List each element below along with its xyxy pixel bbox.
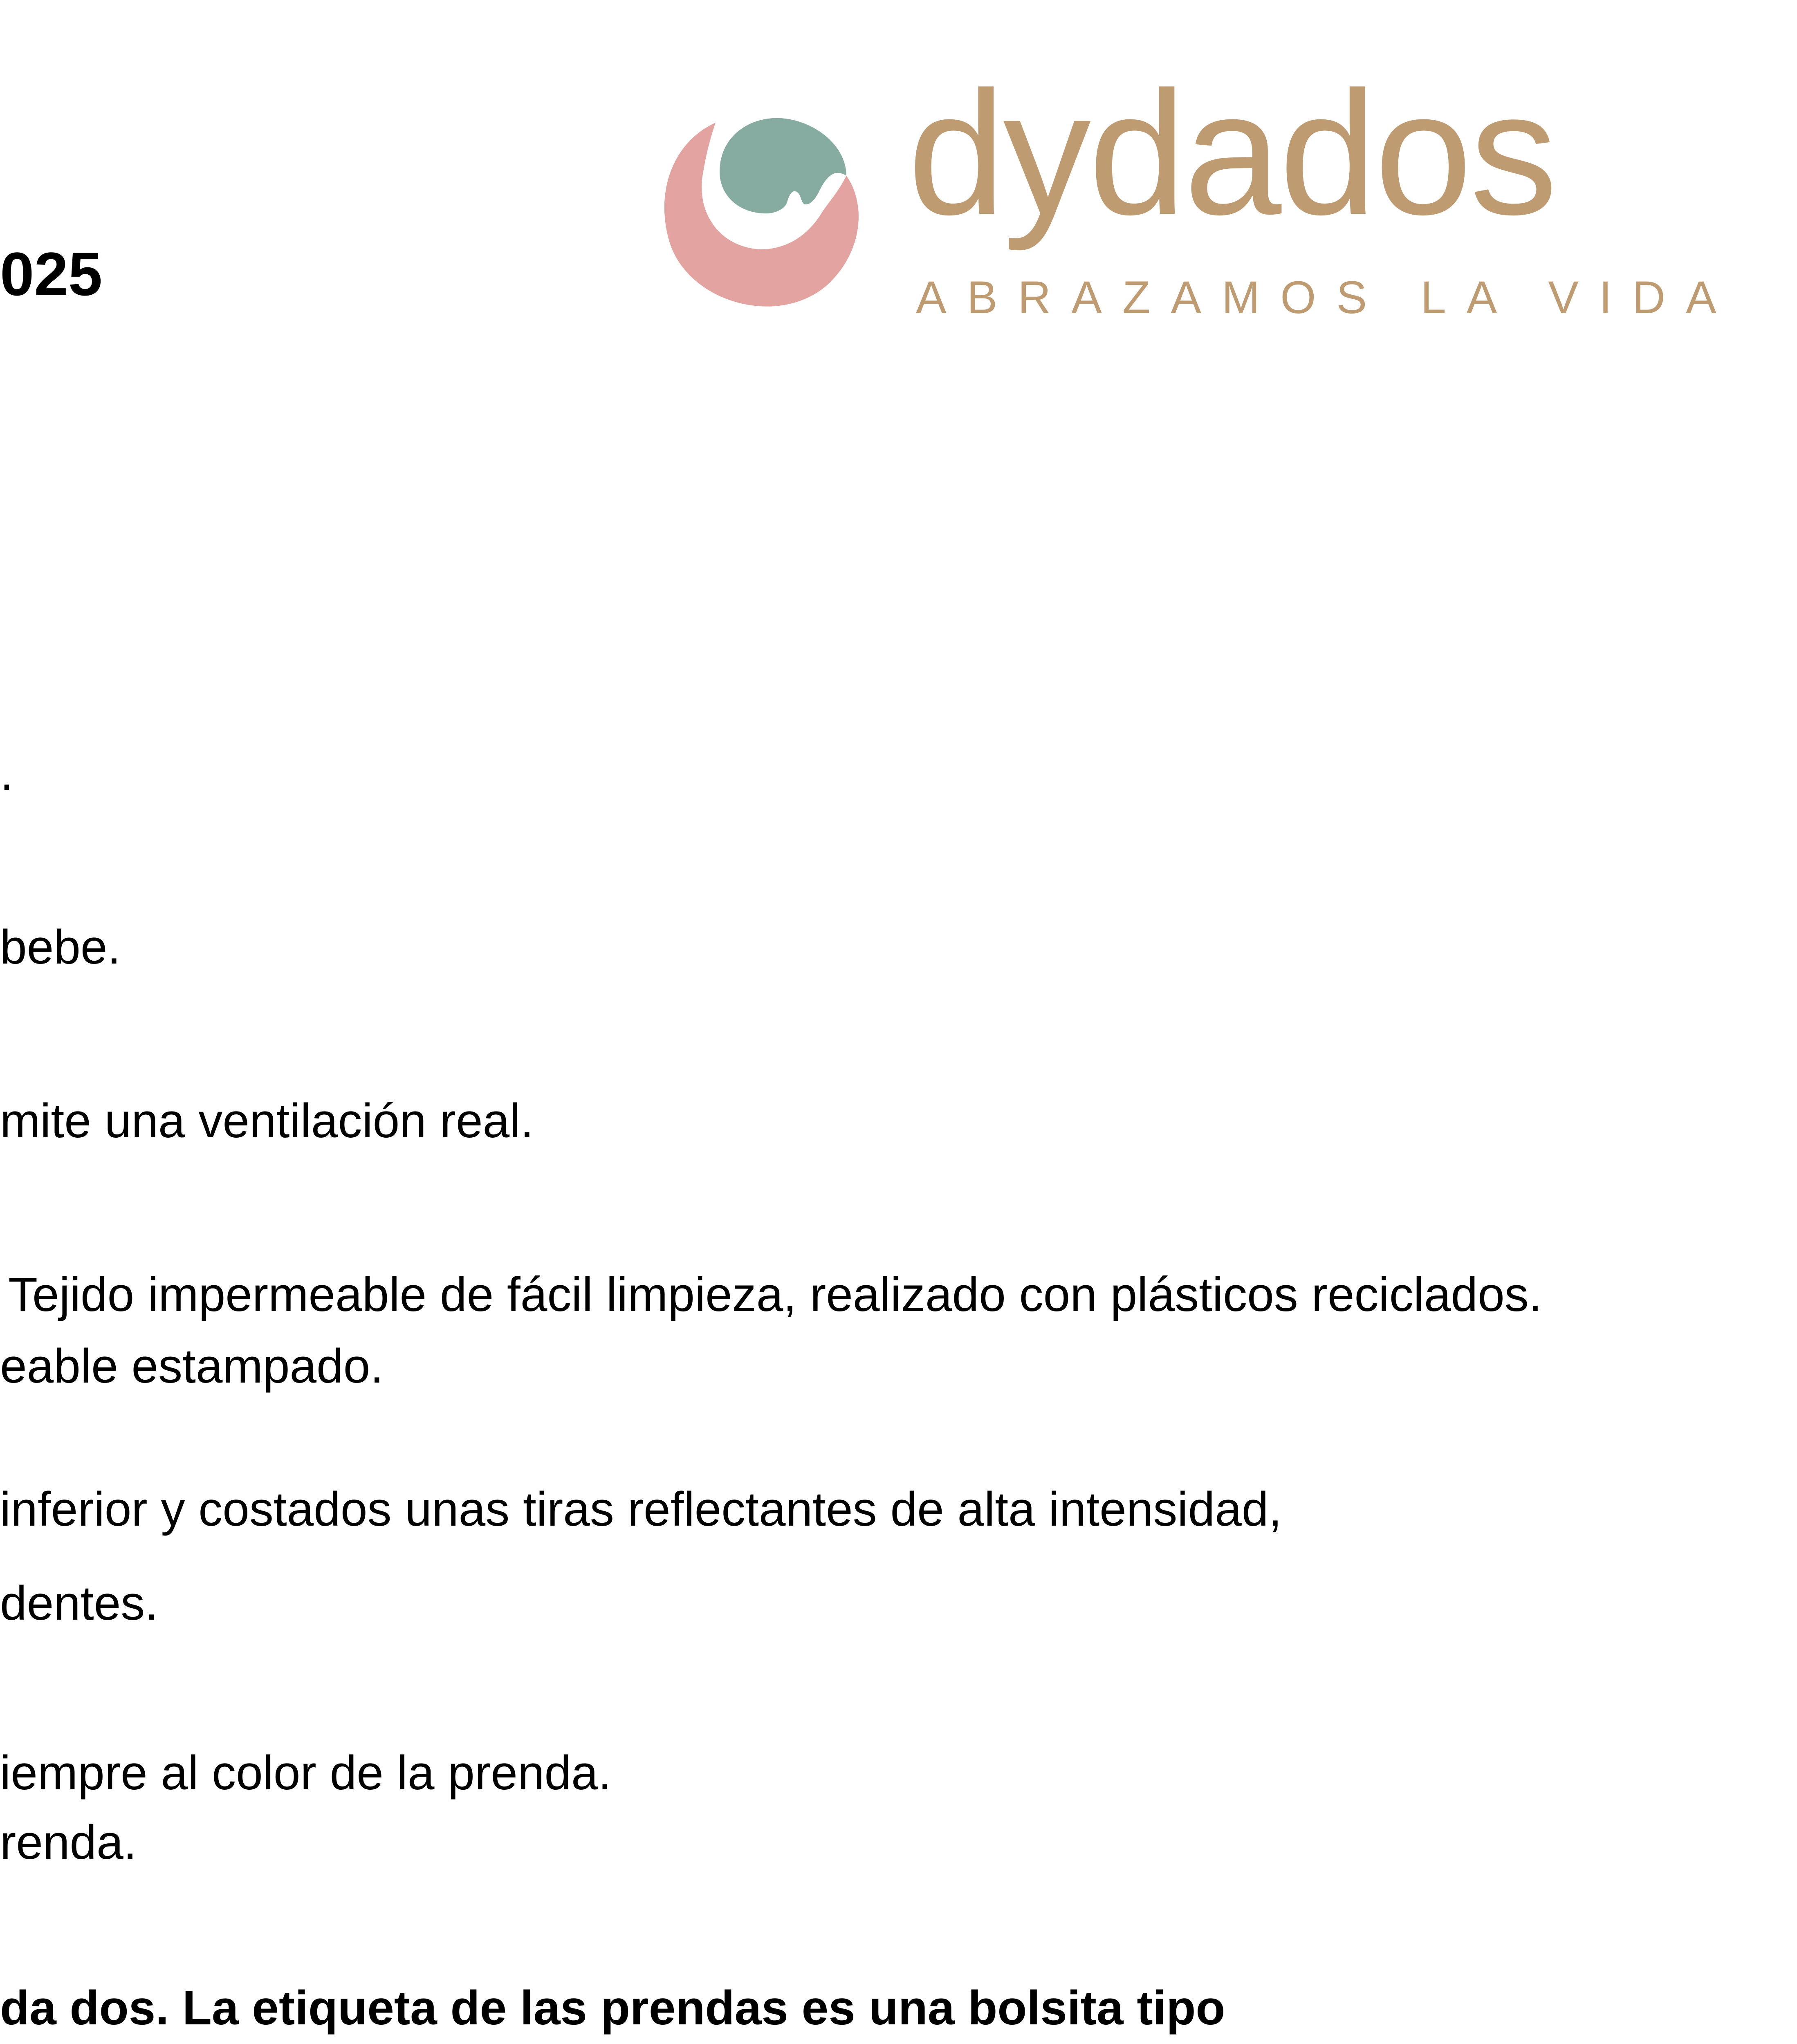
- body-line-6: inferior y costados unas tiras reflectantes de alta intensidad,: [0, 1482, 1282, 1536]
- body-line-9: renda.: [0, 1815, 137, 1869]
- logo-wordmark: dydados: [908, 55, 1555, 251]
- body-line-5: eable estampado.: [0, 1339, 384, 1393]
- body-line-1: .: [0, 746, 13, 800]
- body-line-2: bebe.: [0, 920, 121, 974]
- document-title-year: 025: [0, 240, 103, 308]
- body-line-3: mite una ventilación real.: [0, 1094, 534, 1148]
- logo-tagline: ABRAZAMOS LA VIDA: [916, 272, 1737, 323]
- body-line-8: iempre al color de la prenda.: [0, 1746, 612, 1800]
- logo-mark-icon: [654, 106, 863, 319]
- body-line-10-bold: da dos. La etiqueta de las prendas es una bolsita tipo: [0, 1981, 1225, 2035]
- body-line-4: Tejido impermeable de fácil limpieza, realizado con plásticos reciclados.: [8, 1268, 1542, 1322]
- body-line-7: dentes.: [0, 1576, 159, 1630]
- logo-green-circle: [720, 118, 846, 213]
- brand-logo: [654, 55, 1737, 327]
